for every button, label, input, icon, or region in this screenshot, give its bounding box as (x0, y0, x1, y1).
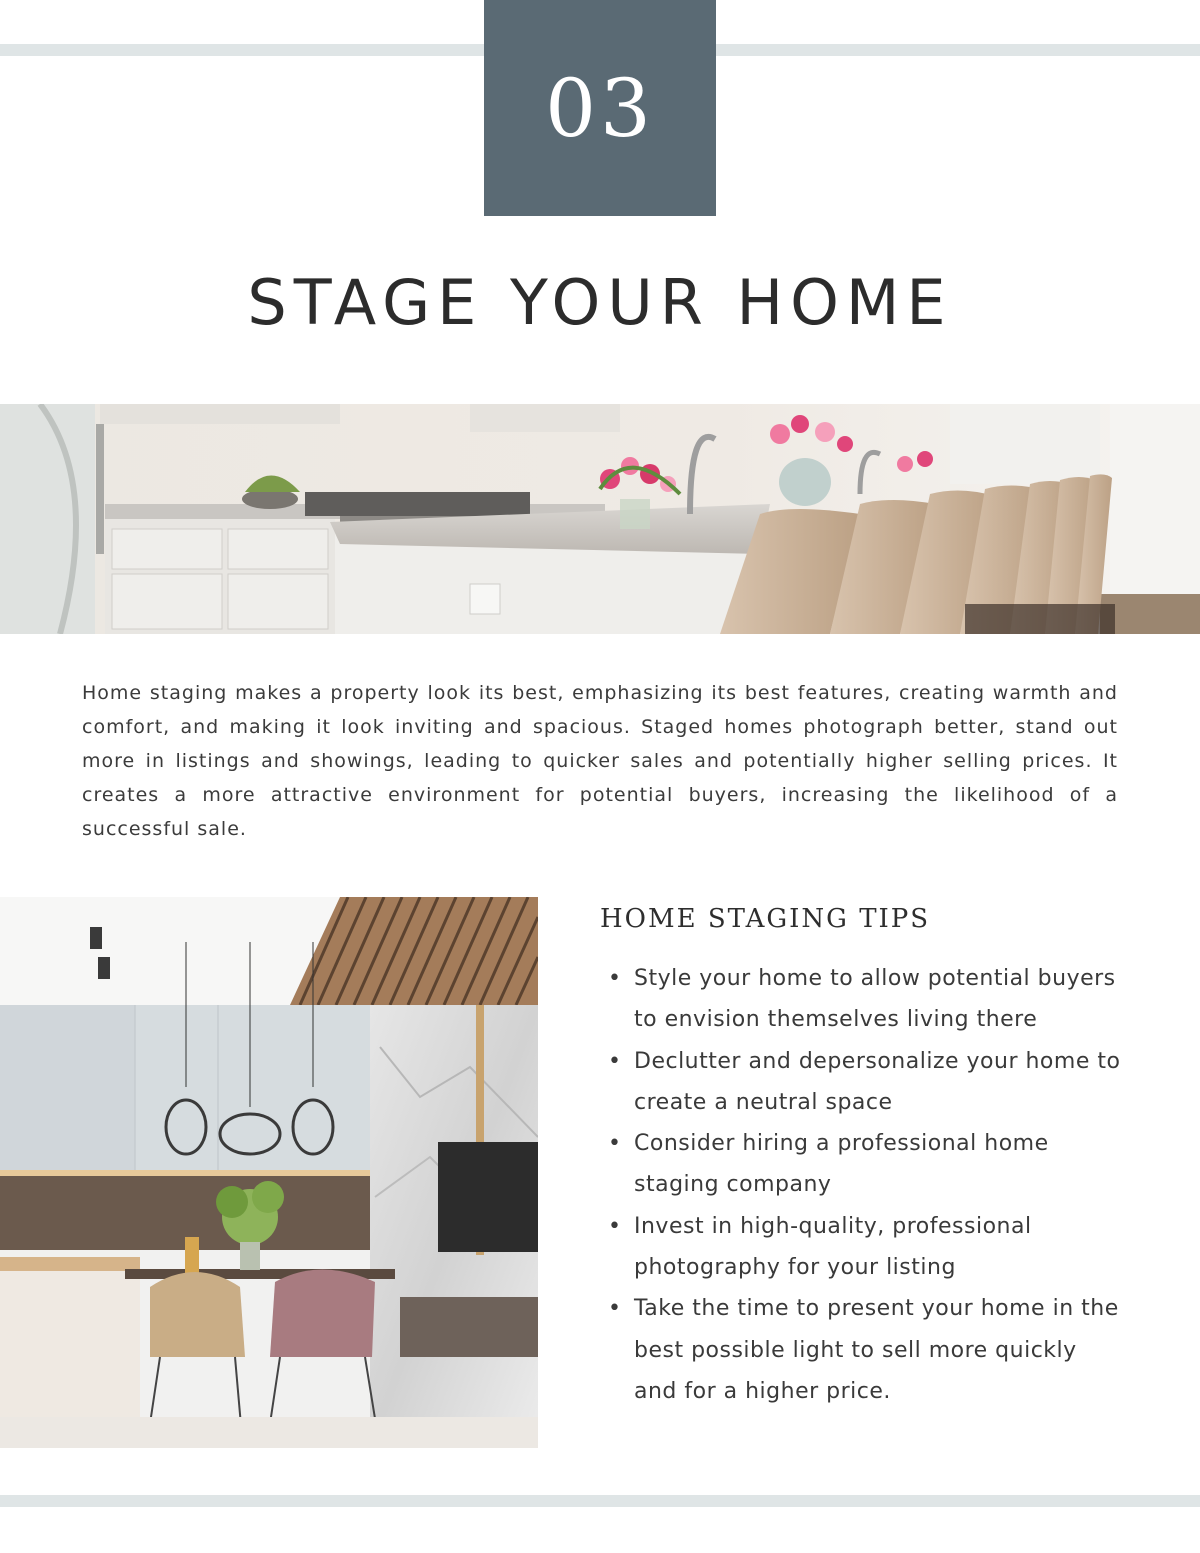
list-item (604, 1041, 1124, 1124)
bottom-divider (0, 1495, 1200, 1507)
section-number-box (484, 0, 716, 216)
kitchen-banner-photo (0, 404, 1200, 634)
page-title: STAGE YOUR HOME (247, 266, 953, 339)
bullet-icon: • (608, 1131, 622, 1157)
tips-heading: HOME STAGING TIPS (600, 904, 931, 934)
bullet-icon: • (608, 1048, 622, 1074)
tips-list (604, 958, 1124, 1412)
intro-paragraph: Home staging makes a property look its best, emphasizing its best features, creating warmth and comfort, and making it look inviting and spacious. Staged homes photograph better, stand out more in listings and showings, leading to quicker sales and potentially higher selling prices. It creates a more attractive environment for potential buyers, increasing the likelihood of a successful sale. (82, 682, 1118, 840)
tip-text: Invest in high-quality, professional photography for your listing (634, 1213, 1032, 1281)
tip-text: Style your home to allow potential buyers to envision themselves living there (634, 966, 1116, 1033)
list-item (604, 1206, 1124, 1289)
section-number: 03 (545, 61, 655, 155)
dining-room-photo (0, 897, 538, 1448)
bullet-icon: • (608, 1296, 622, 1322)
bullet-icon: • (608, 966, 622, 991)
tip-text: Take the time to present your home in the best possible light to sell more quickly and for a higher price. (634, 1296, 1119, 1404)
tip-text: Consider hiring a professional home staging company (634, 1131, 1049, 1198)
tip-text: Declutter and depersonalize your home to create a neutral space (634, 1048, 1121, 1115)
list-item (604, 1123, 1124, 1206)
bullet-icon: • (608, 1213, 622, 1239)
list-item (604, 958, 1124, 1041)
list-item (604, 1288, 1124, 1412)
